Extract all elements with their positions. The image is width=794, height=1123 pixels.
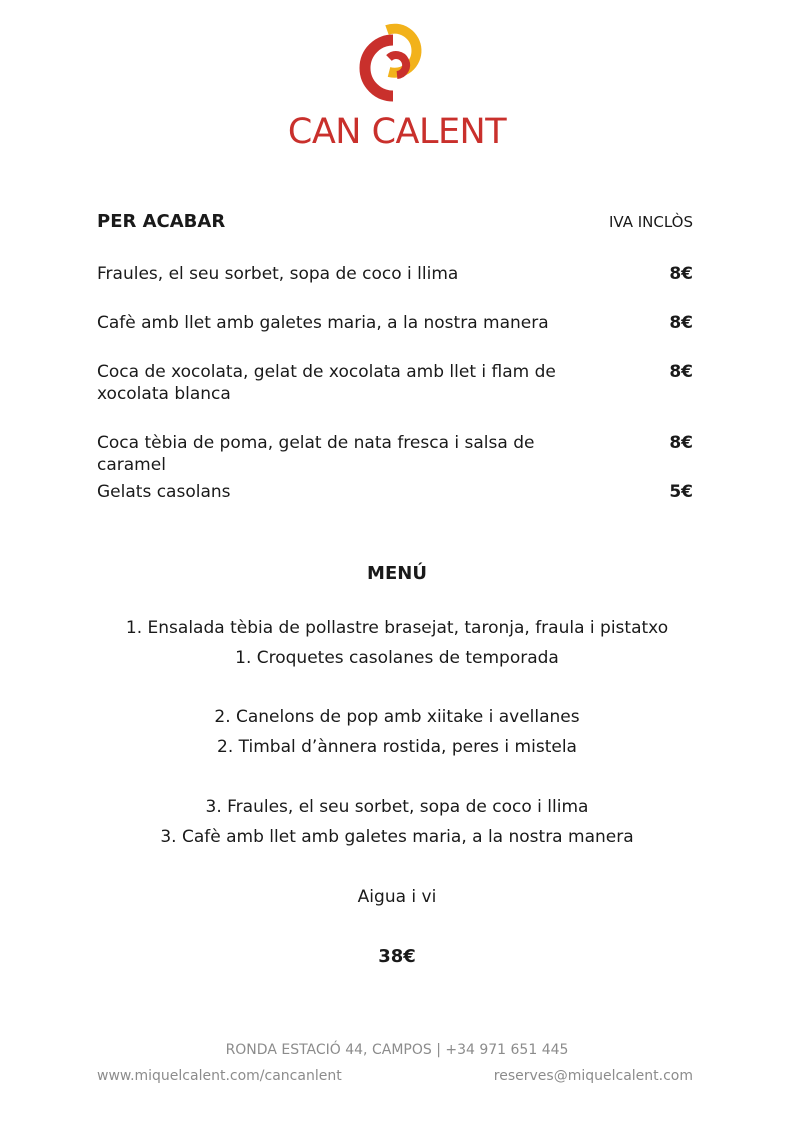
dish-name: Gelats casolans bbox=[97, 482, 231, 502]
logo bbox=[0, 18, 794, 108]
dish-item bbox=[97, 481, 693, 503]
dish-name: Coca de xocolata, gelat de xocolata amb llet i flam de xocolata blanca bbox=[97, 362, 556, 404]
dish-item bbox=[97, 361, 693, 405]
website-link[interactable]: www.miquelcalent.com/cancanlent bbox=[97, 1068, 342, 1084]
dish-item bbox=[97, 432, 693, 476]
dish-price: 8€ bbox=[669, 313, 693, 333]
menu-line: 1. Croquetes casolanes de temporada bbox=[235, 648, 559, 668]
menu-line: 1. Ensalada tèbia de pollastre brasejat, taronja, fraula i pistatxo bbox=[125, 618, 669, 638]
menu-line: 2. Canelons de pop amb xiitake i avellanes bbox=[214, 707, 580, 727]
section-title: PER ACABAR bbox=[97, 211, 226, 232]
brand-name: CAN CALENT bbox=[287, 112, 507, 152]
footer-address: RONDA ESTACIÓ 44, CAMPOS | +34 971 651 445 bbox=[225, 1042, 569, 1058]
interlocking-c-logo-icon bbox=[357, 18, 437, 108]
menu-line: 3. Cafè amb llet amb galetes maria, a la nostra manera bbox=[160, 827, 634, 847]
dish-name: Fraules, el seu sorbet, sopa de coco i llima bbox=[97, 264, 459, 284]
dish-price: 8€ bbox=[669, 264, 693, 284]
dish-price: 8€ bbox=[669, 362, 693, 382]
menu-line: 2. Timbal d’ànnera rostida, peres i mistela bbox=[217, 737, 577, 757]
email-link[interactable]: reserves@miquelcalent.com bbox=[493, 1068, 693, 1084]
dish-item bbox=[97, 312, 693, 334]
dish-price: 5€ bbox=[669, 482, 693, 502]
menu-line: 3. Fraules, el seu sorbet, sopa de coco i llima bbox=[205, 797, 589, 817]
dish-price: 8€ bbox=[669, 433, 693, 453]
dish-name: Coca tèbia de poma, gelat de nata fresca i salsa de caramel bbox=[97, 433, 535, 475]
tax-note: IVA INCLÒS bbox=[608, 213, 693, 231]
menu-title: MENÚ bbox=[367, 563, 427, 584]
dish-item bbox=[97, 263, 693, 285]
menu-drinks: Aigua i vi bbox=[357, 887, 437, 907]
menu-price: 38€ bbox=[378, 946, 416, 967]
dish-name: Cafè amb llet amb galetes maria, a la nostra manera bbox=[97, 313, 549, 333]
